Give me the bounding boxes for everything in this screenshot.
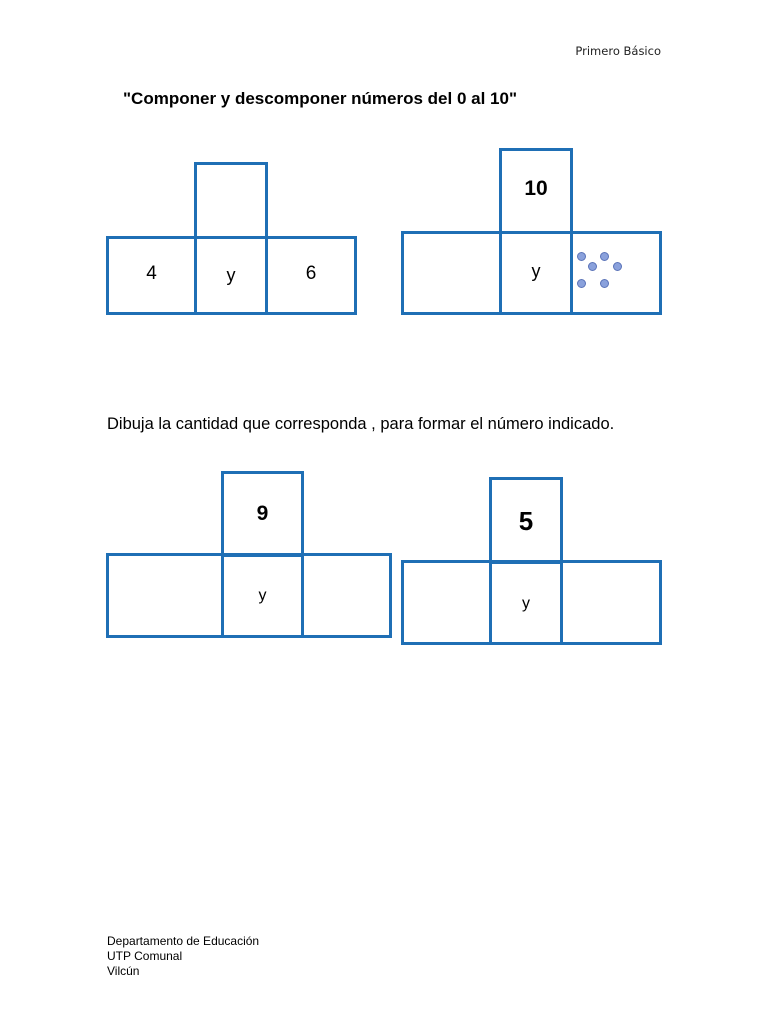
diagram-1-left-value: 4 [146,263,157,284]
counting-dot [600,252,609,261]
diagram-3-middle-label: y [258,587,267,604]
diagram-2-top-value: 10 [524,177,548,200]
grade-label: Primero Básico [575,44,661,58]
diagram-3-top-value: 9 [256,502,269,525]
footer [107,934,259,979]
footer-office: UTP Comunal [107,949,183,963]
footer-city: Vilcún [107,964,140,978]
diagram-2-middle-label: y [531,261,541,281]
diagram-4-right-box [560,560,662,645]
footer-department: Departamento de Educación [107,934,260,948]
counting-dot [577,279,586,288]
diagram-1-middle-label: y [226,265,236,285]
counting-dot [577,252,586,261]
counting-dot [600,279,609,288]
diagram-1-top-box [194,162,268,239]
diagram-4-top-value: 5 [518,506,534,536]
diagram-2-right-box [570,231,662,315]
diagram-4-left-box [401,560,492,645]
diagram-2-left-box [401,231,502,315]
page-title: "Componer y descomponer números del 0 al 10" [123,89,518,108]
diagram-3-right-box [301,553,392,638]
counting-dot [613,262,622,271]
diagram-1-right-value: 6 [305,263,317,284]
diagram-4-middle-label: y [522,595,530,612]
counting-dot [588,262,597,271]
diagram-3-left-box [106,553,224,638]
instruction-text: Dibuja la cantidad que corresponda , para formar el número indicado. [107,415,615,433]
